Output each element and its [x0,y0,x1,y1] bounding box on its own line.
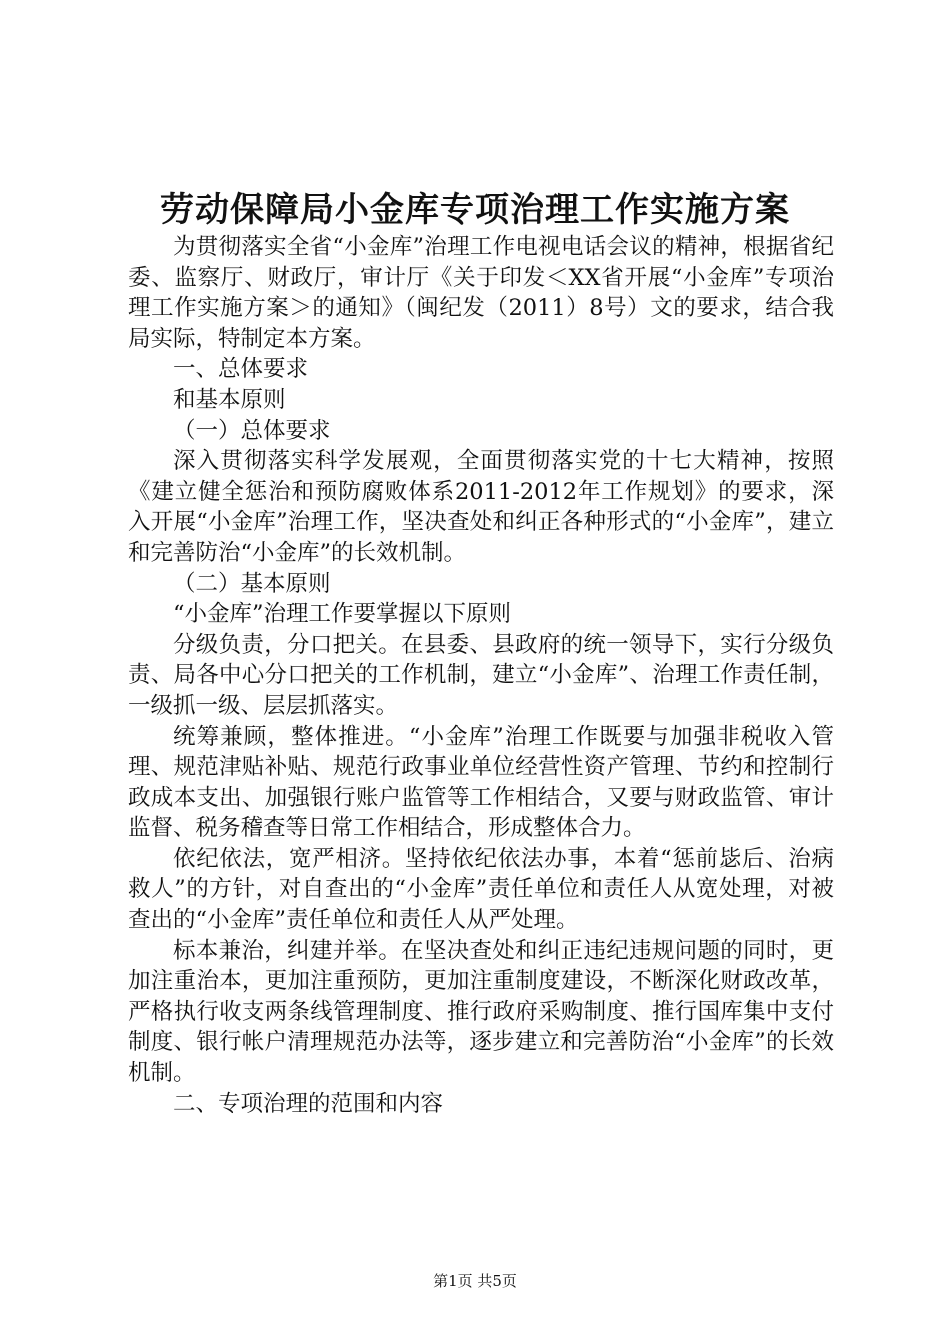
paragraph-intro: 为贯彻落实全省“小金库”治理工作电视电话会议的精神，根据省纪委、监察厅、财政厅，审计厅《关于印发＜XX省开展“小金库”专项治理工作实施方案＞的通知》（闽纪发（2011）8号）文的要求，结合我局实际，特制定本方案。 [128,234,834,352]
paragraph-principle-3: 依纪依法，宽严相济。坚持依纪依法办事，本着“惩前毖后、治病救人”的方针，对自查出的“小金库”责任单位和责任人从宽处理，对被查出的“小金库”责任单位和责任人从严处理。 [128,845,834,934]
paragraph-principle-2: 统筹兼顾，整体推进。“小金库”治理工作既要与加强非税收入管理、规范津贴补贴、规范行政事业单位经营性资产管理、节约和控制行政成本支出、加强银行账户监管等工作相结合，又要与财政监管、审计监督、税务稽查等日常工作相结合，形成整体合力。 [128,723,834,842]
document-title: 劳动保障局小金库专项治理工作实施方案 [160,190,790,230]
page-number-footer: 第1页 共5页 [433,1272,517,1290]
subsection-heading-basic-principles: （二）基本原则 [173,570,331,597]
paragraph-principle-1: 分级负责，分口把关。在县委、县政府的统一领导下，实行分级负责、局各中心分口把关的工作机制，建立“小金库”、治理工作责任制，一级抓一级、层层抓落实。 [128,631,834,719]
subsection-heading-general-requirements: （一）总体要求 [173,417,331,444]
section-heading-1: 一、总体要求 [173,356,309,383]
paragraph-principles-intro: “小金库”治理工作要掌握以下原则 [173,601,512,628]
paragraph-principle-4: 标本兼治，纠建并举。在坚决查处和纠正违纪违规问题的同时，更加注重治本，更加注重预防，更加注重制度建设，不断深化财政改革，严格执行收支两条线管理制度、推行政府采购制度、推行国库集中支付制度、银行帐户清理规范办法等，逐步建立和完善防治“小金库”的长效机制。 [128,937,834,1087]
section-heading-2: 二、专项治理的范围和内容 [173,1090,444,1117]
paragraph-general-requirements: 深入贯彻落实科学发展观，全面贯彻落实党的十七大精神，按照《建立健全惩治和预防腐败体系2011-2012年工作规划》的要求，深入开展“小金库”治理工作，坚决查处和纠正各种形式的“小金库”，建立和完善防治“小金库”的长效机制。 [128,448,834,566]
section-heading-1-continued: 和基本原则 [173,386,286,413]
document-body [128,232,834,1119]
